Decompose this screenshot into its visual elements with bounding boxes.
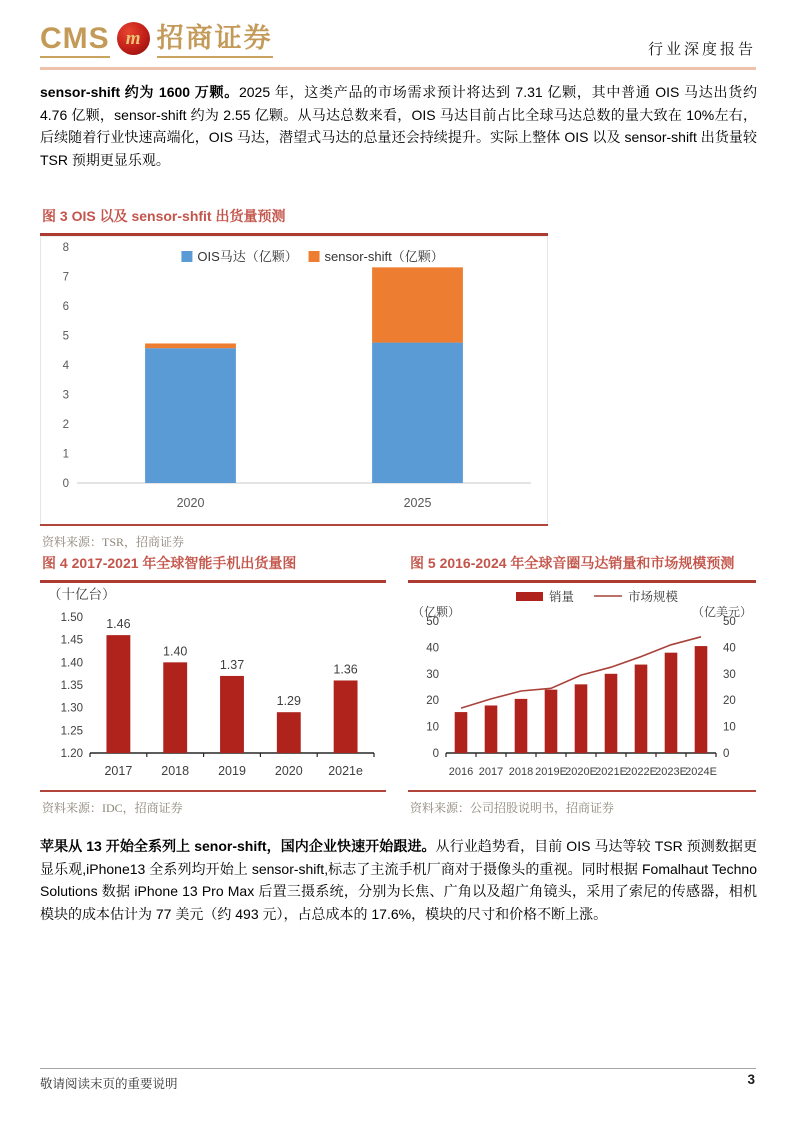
svg-text:（亿颗）: （亿颗） bbox=[412, 605, 461, 619]
report-header bbox=[40, 20, 756, 64]
cms-logo bbox=[40, 22, 273, 59]
svg-text:2017: 2017 bbox=[478, 766, 504, 778]
figure-4-source: 资料来源：IDC，招商证券 bbox=[42, 801, 183, 815]
figure-3 bbox=[40, 206, 548, 550]
svg-text:0: 0 bbox=[432, 748, 439, 760]
svg-text:2016: 2016 bbox=[448, 766, 474, 778]
cms-badge-icon bbox=[117, 22, 150, 55]
paragraph1-body: 2025 年，这类产品的市场需求预计将达到 7.31 亿颗，其中普通 OIS 马达出货约 4.76 亿颗，sensor-shift 约为 2.55 亿颗。从马达总数来看，OIS 马达目前占比全球马达总数的量大致在 10%左右，后续随着行业快速高端化，OIS 马达，潜望式马达的总量还会持续提升。实际上整体 OIS 以及 sensor-shift 出货量较 TSR 预期更显乐观。 bbox=[40, 84, 758, 168]
paragraph-apple bbox=[40, 835, 757, 925]
figure-3-title: 图 3 OIS 以及 sensor-shfit 出货量预测 bbox=[40, 206, 548, 236]
paragraph1-lead: sensor-shift 约为 1600 万颗。 bbox=[40, 84, 239, 100]
svg-text:50: 50 bbox=[723, 616, 736, 628]
svg-text:10: 10 bbox=[426, 721, 439, 734]
figure-5-title: 图 5 2016-2024 年全球音圈马达销量和市场规模预测 bbox=[408, 553, 756, 583]
figure-5 bbox=[408, 553, 756, 816]
cms-logo-chinese: 招商证券 bbox=[157, 23, 273, 58]
svg-text:2018: 2018 bbox=[508, 766, 534, 778]
svg-text:30: 30 bbox=[723, 668, 736, 681]
svg-text:1.29: 1.29 bbox=[276, 694, 301, 709]
svg-text:6: 6 bbox=[62, 301, 69, 313]
svg-text:3: 3 bbox=[62, 389, 69, 402]
paragraph2-body: 从行业趋势看，目前 OIS 马达等较 TSR 预测数据更显乐观,iPhone13 全系列均开始上 sensor-shift,标志了主流手机厂商对于摄像头的重视。同时根据 Fomalhaut Techno Solutions 数据 iPhone 13 Pro Max 后置三摄系统，分别为长焦、广角以及超广角镜头，采用了索尼的传感器，相机模块的成本估计为 77 美元（约 493 元），占总成本的 17.6%，模块的尺寸和价格不断上涨。 bbox=[40, 838, 757, 922]
svg-text:1.45: 1.45 bbox=[60, 634, 83, 647]
svg-text:市场规模: 市场规模 bbox=[628, 590, 679, 604]
svg-text:2: 2 bbox=[62, 419, 69, 431]
svg-text:40: 40 bbox=[426, 642, 439, 655]
figure-5-source: 资料来源：公司招股说明书，招商证券 bbox=[410, 801, 615, 815]
svg-text:1.20: 1.20 bbox=[60, 748, 83, 760]
footer-divider bbox=[40, 1068, 756, 1069]
svg-text:20: 20 bbox=[426, 695, 439, 708]
figure-4-title: 图 4 2017-2021 年全球智能手机出货量图 bbox=[40, 553, 386, 583]
svg-text:5: 5 bbox=[62, 330, 69, 343]
svg-text:2020E: 2020E bbox=[565, 766, 597, 778]
figure-5-chart bbox=[408, 583, 756, 785]
report-type-label: 行业深度报告 bbox=[647, 42, 756, 58]
svg-text:10: 10 bbox=[723, 721, 736, 734]
svg-text:2022E: 2022E bbox=[625, 766, 657, 778]
svg-text:销量: 销量 bbox=[549, 590, 575, 604]
svg-text:1: 1 bbox=[62, 448, 69, 461]
svg-text:2017: 2017 bbox=[104, 764, 133, 778]
svg-text:0: 0 bbox=[62, 478, 69, 490]
svg-text:2019E: 2019E bbox=[535, 766, 567, 778]
svg-text:2021E: 2021E bbox=[595, 766, 627, 778]
svg-text:1.46: 1.46 bbox=[106, 617, 131, 632]
svg-text:1.36: 1.36 bbox=[333, 662, 358, 677]
page-number: 3 bbox=[747, 1072, 755, 1087]
svg-text:2019: 2019 bbox=[218, 764, 246, 778]
cms-badge-letter: m bbox=[125, 27, 141, 49]
svg-text:（亿美元）: （亿美元） bbox=[691, 605, 752, 619]
svg-text:50: 50 bbox=[426, 616, 439, 628]
figure-4 bbox=[40, 553, 386, 816]
figure-4-chart-box bbox=[40, 583, 386, 790]
svg-text:1.37: 1.37 bbox=[219, 657, 245, 672]
svg-text:1.50: 1.50 bbox=[60, 612, 83, 624]
svg-text:2023E: 2023E bbox=[655, 766, 687, 778]
figure-3-chart-box bbox=[40, 236, 548, 524]
svg-text:1.40: 1.40 bbox=[163, 644, 188, 659]
figure-3-chart bbox=[41, 237, 547, 519]
svg-text:30: 30 bbox=[426, 668, 439, 681]
footer-disclaimer: 敬请阅读末页的重要说明 bbox=[40, 1077, 178, 1091]
cms-logo-text: CMS bbox=[40, 23, 110, 58]
figure-5-chart-box bbox=[408, 583, 756, 790]
svg-text:1.25: 1.25 bbox=[60, 725, 83, 738]
paragraph2-lead: 苹果从 13 开始全系列上 senor-shift，国内企业快速开始跟进。 bbox=[40, 838, 436, 854]
paragraph-sensor-shift bbox=[40, 81, 757, 171]
svg-text:4: 4 bbox=[62, 360, 69, 372]
svg-text:1.35: 1.35 bbox=[60, 680, 83, 692]
svg-text:OIS马达（亿颗）: OIS马达（亿颗） bbox=[197, 249, 298, 264]
svg-text:1.40: 1.40 bbox=[60, 657, 83, 670]
svg-text:40: 40 bbox=[723, 642, 736, 655]
svg-text:2020: 2020 bbox=[176, 496, 205, 510]
svg-text:2020: 2020 bbox=[274, 764, 303, 778]
figure-3-source: 资料来源：TSR，招商证券 bbox=[42, 535, 185, 549]
figure-4-chart bbox=[40, 583, 386, 785]
svg-text:0: 0 bbox=[723, 748, 730, 760]
header-divider bbox=[40, 67, 756, 70]
svg-text:7: 7 bbox=[62, 271, 69, 284]
svg-text:2018: 2018 bbox=[161, 764, 190, 778]
svg-text:sensor-shift（亿颗）: sensor-shift（亿颗） bbox=[324, 249, 444, 264]
svg-text:2025: 2025 bbox=[403, 496, 432, 510]
svg-text:1.30: 1.30 bbox=[60, 702, 83, 715]
svg-text:2021e: 2021e bbox=[328, 764, 363, 778]
svg-text:（十亿台）: （十亿台） bbox=[48, 587, 116, 602]
svg-text:8: 8 bbox=[62, 242, 69, 254]
svg-text:20: 20 bbox=[723, 695, 736, 708]
svg-text:2024E: 2024E bbox=[685, 766, 717, 778]
